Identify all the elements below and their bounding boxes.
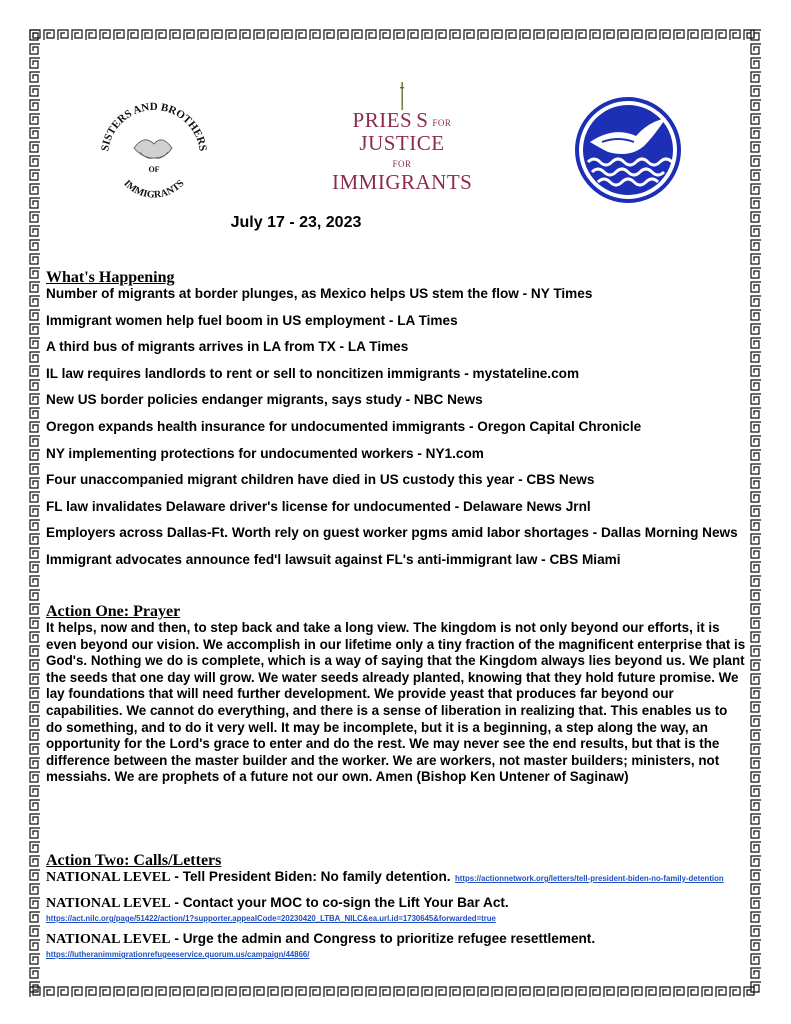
cross-icon (400, 82, 404, 110)
border-bottom (28, 985, 763, 999)
news-item: New US border policies endanger migrants, says study - NBC News (46, 392, 483, 408)
news-list (46, 286, 746, 568)
news-item: Employers across Dallas-Ft. Worth rely on guest worker pgms amid labor shortages - Dallas Morning News (46, 525, 738, 541)
action-one-section (46, 603, 746, 786)
news-item: Immigrant women help fuel boom in US employment - LA Times (46, 312, 458, 328)
news-item: Number of migrants at border plunges, as Mexico helps US stem the flow - NY Times (46, 286, 593, 301)
call-link[interactable]: https://lutheranimmigrationrefugeeservice.quorum.us/campaign/44866/ (46, 950, 310, 959)
svg-text:IMMIGRANTS (121, 178, 186, 201)
logo-text-s: S (416, 108, 429, 132)
border-left (28, 28, 42, 999)
news-item: A third bus of migrants arrives in LA from TX - LA Times (46, 339, 409, 355)
logo-row (46, 92, 746, 212)
call-level: NATIONAL LEVEL (46, 932, 171, 947)
call-text: - Contact your MOC to co-sign the Lift Your Bar Act. (170, 895, 509, 910)
border-top (28, 28, 763, 42)
whats-happening-heading: What's Happening (46, 269, 175, 286)
call-level: NATIONAL LEVEL (46, 896, 171, 911)
call-text: - Tell President Biden: No family detention. (170, 869, 451, 884)
call-link[interactable]: https://act.nilc.org/page/51422/action/1?supporter.appealCode=20230420_LTBA_NILC&ea.url.id=1730645&forwarded=true (46, 914, 496, 923)
news-item: Four unaccompanied migrant children have died in US custody this year - CBS News (46, 472, 595, 488)
hands-icon (134, 140, 172, 159)
logo-text-for-1: FOR (432, 117, 452, 128)
priests-for-justice-logo (332, 94, 472, 194)
border-right (749, 28, 763, 999)
logo-text-justice: JUSTICE (359, 131, 445, 155)
logo-arc-text-bottom: IMMIGRANTS (121, 178, 187, 201)
news-item: NY implementing protections for undocumented workers - NY1.com (46, 445, 484, 461)
call-link[interactable]: https://actionnetwork.org/letters/tell-president-biden-no-family-detention (455, 874, 724, 883)
action-two-section (46, 852, 746, 967)
action-one-heading: Action One: Prayer (46, 603, 181, 620)
logo-text-immigrants: IMMIGRANTS (332, 170, 473, 194)
call-item (46, 895, 746, 923)
logo-text-for-2: FOR (392, 158, 412, 169)
news-item: IL law requires landlords to rent or sell to noncitizen immigrants - mystateline.com (46, 365, 580, 381)
news-item: Immigrant advocates announce fed'l lawsuit against FL's anti-immigrant law - CBS Miami (46, 551, 621, 567)
news-item: Oregon expands health insurance for undocumented immigrants - Oregon Capital Chronicle (46, 418, 642, 434)
date-range: July 17 - 23, 2023 (230, 214, 362, 231)
whats-happening-section (46, 269, 746, 579)
news-item: FL law invalidates Delaware driver's license for undocumented - Delaware News Jrnl (46, 498, 591, 514)
prayer-text: It helps, now and then, to step back and take a long view. The kingdom is not only beyond our efforts, it is even beyond our vision. We accomplish in our lifetime only a tiny fraction of the magnificent enterprise that is God's. Nothing we do is complete, which is a way of saying that the Kingdom always lies beyond us. We plant the seeds that one day will grow. We water seeds already planted, knowing that they hold future promise. We lay foundations that will need further development. We provide yeast that produces far beyond our capabilities. We cannot do everything, and there is a sense of liberation in realizing that. This enables us to do something, and to do it very well. It may be incomplete, but it is a beginning, a step along the way, an opportunity for the Lord's grace to enter and do the rest. We may never see the end results, but that is the difference between the master builder and the worker. We are workers, not master builders; ministers, not messiahs. We are prophets of a future not our own. Amen (Bishop Ken Untener of Saginaw) (46, 620, 746, 785)
logo-text-of: OF (148, 165, 160, 174)
call-level: NATIONAL LEVEL (46, 870, 171, 885)
logo-text-pries: PRIES (352, 108, 413, 132)
call-item (46, 931, 746, 959)
dove-emblem-logo (574, 96, 682, 204)
dove-icon (574, 96, 682, 204)
call-item (46, 869, 746, 887)
call-text: - Urge the admin and Congress to prioritize refugee resettlement. (170, 931, 596, 946)
newsletter-page (46, 44, 746, 982)
logo-arc-text-top: SISTERS AND BROTHERS (99, 100, 209, 152)
sisters-brothers-logo (94, 92, 214, 212)
action-two-heading: Action Two: Calls/Letters (46, 852, 222, 869)
